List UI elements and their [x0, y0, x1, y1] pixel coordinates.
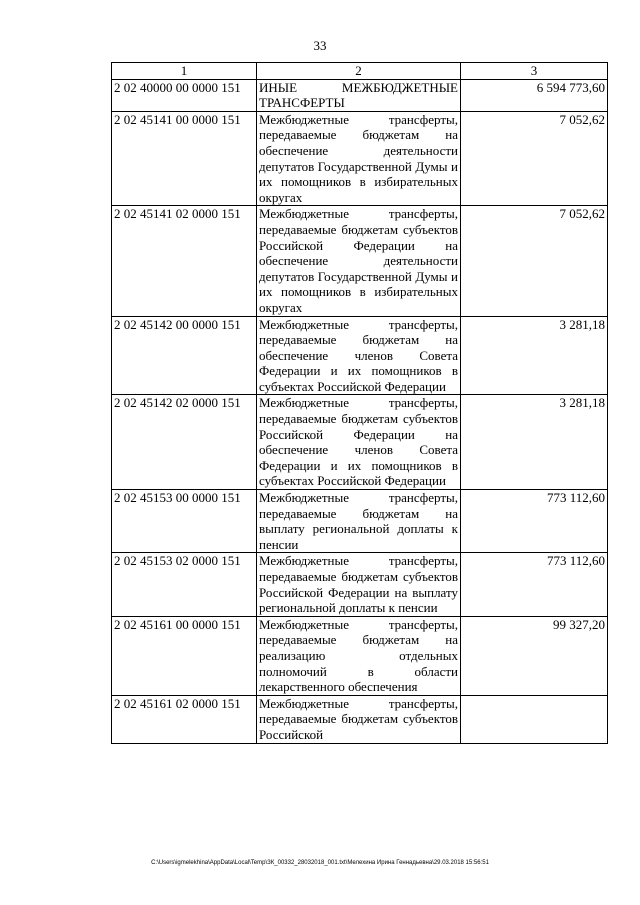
transfer-name: Межбюджетные трансферты, передаваемые бюджетам на обеспечение членов Совета Федерации и их помощников в субъектах Российской Федерации: [257, 316, 461, 395]
table-header-row: [112, 63, 608, 80]
amount: 3 281,18: [461, 316, 608, 395]
amount: 7 052,62: [461, 206, 608, 316]
budget-code: 2 02 45141 02 0000 151: [112, 206, 257, 316]
budget-code: 2 02 45153 02 0000 151: [112, 553, 257, 616]
transfer-name: Межбюджетные трансферты, передаваемые бюджетам на реализацию отдельных полномочий в области лекарственного обеспечения: [257, 616, 461, 695]
amount: [461, 695, 608, 743]
amount: 99 327,20: [461, 616, 608, 695]
page-number: 33: [313, 38, 327, 53]
table-row: [112, 395, 608, 490]
table-row: [112, 616, 608, 695]
table-row: [112, 206, 608, 316]
budget-code: 2 02 45153 00 0000 151: [112, 490, 257, 553]
transfer-name: Межбюджетные трансферты, передаваемые бюджетам субъектов Российской Федерации на обеспечение деятельности депутатов Государственной Думы и их помощников в избирательных округах: [257, 206, 461, 316]
amount: 773 112,60: [461, 553, 608, 616]
column-header: 1: [112, 63, 257, 80]
amount: 773 112,60: [461, 490, 608, 553]
amount: 7 052,62: [461, 111, 608, 206]
amount: 6 594 773,60: [461, 79, 608, 111]
transfer-name: Межбюджетные трансферты, передаваемые бюджетам субъектов Российской Федерации на выплату региональной доплаты к пенсии: [257, 553, 461, 616]
transfer-name: Межбюджетные трансферты, передаваемые бюджетам на обеспечение деятельности депутатов Государственной Думы и их помощников в избирательных округах: [257, 111, 461, 206]
budget-code: 2 02 45161 02 0000 151: [112, 695, 257, 743]
table-row: [112, 553, 608, 616]
transfer-name: ИНЫЕ МЕЖБЮДЖЕТНЫЕ ТРАНСФЕРТЫ: [257, 79, 461, 111]
column-header: 3: [461, 63, 608, 80]
transfer-name: Межбюджетные трансферты, передаваемые бюджетам на выплату региональной доплаты к пенсии: [257, 490, 461, 553]
transfer-name: Межбюджетные трансферты, передаваемые бюджетам субъектов Российской Федерации на обеспечение членов Совета Федерации и их помощников в субъектах Российской Федерации: [257, 395, 461, 490]
table-row: [112, 695, 608, 743]
column-header: 2: [257, 63, 461, 80]
document-footer-path: C:\Users\igmelekhina\AppData\Local\Temp\ЗК_00332_28032018_001.txt\Мелехина Ирина Геннадьевна\29.03.2018 15:56:51: [151, 860, 489, 866]
table-row: [112, 111, 608, 206]
budget-code: 2 02 45142 02 0000 151: [112, 395, 257, 490]
transfer-name: Межбюджетные трансферты, передаваемые бюджетам субъектов Российской: [257, 695, 461, 743]
table-row: [112, 79, 608, 111]
budget-code: 2 02 40000 00 0000 151: [112, 79, 257, 111]
budget-table: [111, 62, 608, 744]
budget-code: 2 02 45161 00 0000 151: [112, 616, 257, 695]
amount: 3 281,18: [461, 395, 608, 490]
budget-code: 2 02 45142 00 0000 151: [112, 316, 257, 395]
table-row: [112, 490, 608, 553]
budget-code: 2 02 45141 00 0000 151: [112, 111, 257, 206]
table-row: [112, 316, 608, 395]
